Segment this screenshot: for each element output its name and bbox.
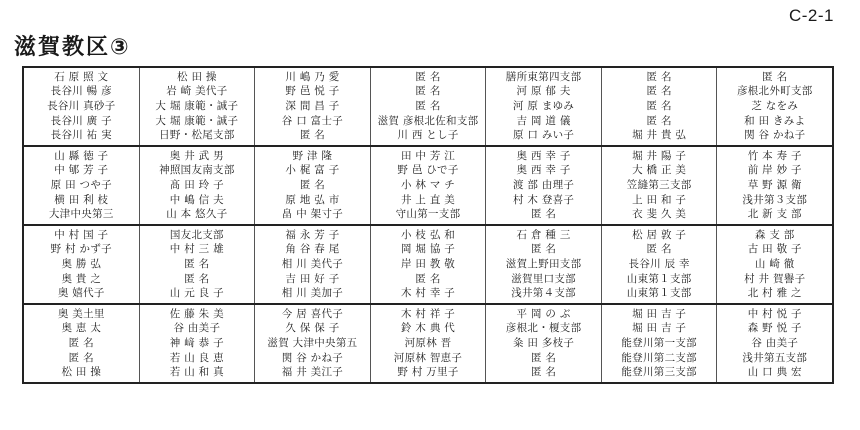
name-entry: 奥 西 幸 子 xyxy=(516,149,571,162)
name-entry: 松 田 操 xyxy=(177,70,217,83)
name-entry: 山東第１支部 xyxy=(626,272,692,285)
name-entry: 野 邑 悦 子 xyxy=(285,85,340,98)
name-entry: 小 梶 富 子 xyxy=(285,164,340,177)
name-entry: 彦根北外町支部 xyxy=(736,85,813,98)
name-entry: 髙 田 玲 子 xyxy=(169,178,224,191)
name-entry: 福 井 美江子 xyxy=(281,366,344,379)
name-entry: 神 﨑 恭 子 xyxy=(169,336,224,349)
name-entry: 能登川第二支部 xyxy=(621,351,697,364)
name-entry: 吉 田 好 子 xyxy=(285,272,340,285)
name-entry: 野 津 隆 xyxy=(292,149,333,162)
name-entry: 田 中 芳 江 xyxy=(400,149,456,162)
name-entry: 原 口 みい子 xyxy=(512,129,575,142)
table-column xyxy=(370,305,486,382)
name-entry: 相 川 美加子 xyxy=(281,287,344,300)
name-entry: 北 新 支 部 xyxy=(747,208,802,221)
name-entry: 匿 名 xyxy=(415,272,441,285)
name-entry: 匿 名 xyxy=(530,351,557,364)
name-entry: 岡 堀 協 子 xyxy=(400,243,456,256)
name-entry: 浅井第五支部 xyxy=(742,351,808,364)
name-entry: 北 村 雅 之 xyxy=(747,287,802,300)
name-entry: 竹 本 寿 子 xyxy=(747,149,802,162)
table-section xyxy=(24,68,832,145)
name-entry: 彦根北・榎支部 xyxy=(505,322,582,335)
table-column xyxy=(24,147,139,224)
name-entry: 浅井第３支部 xyxy=(742,193,808,206)
name-entry: 長谷川 廣 子 xyxy=(50,114,112,127)
name-entry: 古 田 敬 子 xyxy=(747,243,802,256)
table-column xyxy=(716,226,832,303)
name-entry: 奥 貴 之 xyxy=(61,272,102,285)
table-column xyxy=(254,305,370,382)
name-entry: 中 郇 芳 子 xyxy=(54,164,109,177)
name-entry: 匿 名 xyxy=(415,99,441,112)
name-entry: 匿 名 xyxy=(68,336,94,349)
name-entry: 神照国友南支部 xyxy=(159,164,235,177)
name-entry: 前 岸 妙 子 xyxy=(747,164,802,177)
name-entry: 長谷川 暢 彦 xyxy=(50,85,112,98)
name-entry: 木 村 幸 子 xyxy=(400,287,456,300)
table-column xyxy=(485,226,601,303)
name-entry: 河 原 郁 夫 xyxy=(516,85,571,98)
name-entry: 岩 崎 美代子 xyxy=(166,85,228,98)
name-entry: 匿 名 xyxy=(299,129,326,142)
name-entry: 匿 名 xyxy=(530,243,557,256)
name-entry: 畠 中 架寸子 xyxy=(281,208,344,221)
name-entry: 大 堀 康範・誠子 xyxy=(155,99,239,112)
table-column xyxy=(716,68,832,145)
name-entry: 関 谷 かね子 xyxy=(281,351,344,364)
name-entry: 谷 口 富士子 xyxy=(281,114,344,127)
name-entry: 河原林 智恵子 xyxy=(393,351,463,364)
name-entry: 奥 恵 太 xyxy=(61,322,102,335)
name-entry: 匿 名 xyxy=(530,366,557,379)
name-entry: 粂 田 多枝子 xyxy=(512,336,575,349)
table-column xyxy=(485,305,601,382)
name-entry: 松 居 敦 子 xyxy=(632,228,687,241)
name-entry: 松 田 操 xyxy=(61,366,102,379)
name-entry: 匿 名 xyxy=(762,70,788,83)
table-column xyxy=(139,226,255,303)
name-entry: 河 原 まゆみ xyxy=(512,99,575,112)
donor-name-table xyxy=(22,66,834,384)
table-column xyxy=(139,305,255,382)
name-entry: 谷 由美子 xyxy=(173,322,221,335)
name-entry: 角 谷 春 尾 xyxy=(285,243,340,256)
name-entry: 匿 名 xyxy=(415,70,441,83)
name-entry: 上 田 和 子 xyxy=(632,193,687,206)
name-entry: 滋賀上野田支部 xyxy=(505,257,582,270)
name-entry: 川 西 とし子 xyxy=(397,129,459,142)
name-entry: 奥 勝 弘 xyxy=(61,257,102,270)
name-entry: 山 縣 徳 子 xyxy=(54,149,109,162)
name-entry: 匿 名 xyxy=(184,272,210,285)
name-entry: 匿 名 xyxy=(646,243,672,256)
name-entry: 石 原 照 文 xyxy=(54,70,109,83)
name-entry: 相 川 美代子 xyxy=(281,257,344,270)
name-entry: 笠縫第三支部 xyxy=(626,178,692,191)
table-column xyxy=(254,147,370,224)
name-entry: 小 林 マ チ xyxy=(400,178,456,191)
table-column xyxy=(24,226,139,303)
name-entry: 村 木 登喜子 xyxy=(512,193,575,206)
table-column xyxy=(370,147,486,224)
name-entry: 深 間 昌 子 xyxy=(285,99,340,112)
name-entry: 村 井 賀譽子 xyxy=(744,272,806,285)
name-entry: 野 村 かず子 xyxy=(50,243,112,256)
name-entry: 長谷川 祐 実 xyxy=(50,129,112,142)
name-entry: 匿 名 xyxy=(415,85,441,98)
name-entry: 衣 斐 久 美 xyxy=(632,208,687,221)
name-entry: 膳所東第四支部 xyxy=(505,70,582,83)
name-entry: 原 田 つや子 xyxy=(50,178,112,191)
name-entry: 若 山 和 真 xyxy=(169,366,224,379)
name-entry: 平 岡 の ぶ xyxy=(516,307,571,320)
name-entry: 奥 嬉代子 xyxy=(57,287,105,300)
table-section xyxy=(24,303,832,382)
name-entry: 山 口 典 宏 xyxy=(747,366,802,379)
name-entry: 匿 名 xyxy=(646,70,672,83)
name-entry: 木 村 祥 子 xyxy=(400,307,456,320)
name-entry: 滋賀 大津中央第五 xyxy=(267,336,358,349)
name-entry: 長谷川 真砂子 xyxy=(47,99,116,112)
table-column xyxy=(370,226,486,303)
name-entry: 中 村 悦 子 xyxy=(747,307,802,320)
name-entry: 関 谷 かね子 xyxy=(744,129,806,142)
page-code: C-2-1 xyxy=(788,6,834,25)
table-column xyxy=(485,147,601,224)
name-entry: 森 支 部 xyxy=(754,228,795,241)
name-entry: 小 枝 弘 和 xyxy=(400,228,456,241)
name-entry: 守山第一支部 xyxy=(395,208,461,221)
name-entry: 匿 名 xyxy=(530,208,557,221)
table-column xyxy=(139,68,255,145)
table-column xyxy=(139,147,255,224)
name-entry: 山 崎 徹 xyxy=(754,257,795,270)
name-entry: 奥 井 武 男 xyxy=(169,149,224,162)
name-entry: 今 居 喜代子 xyxy=(281,307,344,320)
name-entry: 河原林 晋 xyxy=(404,336,452,349)
name-entry: 奥 美土里 xyxy=(57,307,105,320)
name-entry: 和 田 きみよ xyxy=(744,114,806,127)
name-entry: 石 倉 種 三 xyxy=(516,228,571,241)
name-entry: 中 村 三 雄 xyxy=(169,243,224,256)
table-column xyxy=(24,305,139,382)
name-entry: 山 本 悠久子 xyxy=(166,208,228,221)
name-entry: 大津中央第三 xyxy=(48,208,114,221)
name-entry: 匿 名 xyxy=(184,257,210,270)
name-entry: 若 山 良 恵 xyxy=(169,351,224,364)
table-column xyxy=(601,305,717,382)
table-column xyxy=(716,305,832,382)
name-entry: 佐 藤 朱 美 xyxy=(169,307,224,320)
name-entry: 井 上 直 美 xyxy=(400,193,456,206)
name-entry: 堀 田 吉 子 xyxy=(632,322,687,335)
name-entry: 国友北支部 xyxy=(169,228,224,241)
name-entry: 原 地 弘 市 xyxy=(285,193,340,206)
name-entry: 中 村 国 子 xyxy=(54,228,109,241)
name-entry: 能登川第一支部 xyxy=(621,336,697,349)
name-entry: 谷 由美子 xyxy=(751,336,799,349)
name-entry: 中 嶋 信 夫 xyxy=(169,193,224,206)
table-column xyxy=(370,68,486,145)
name-entry: 横 田 利 枝 xyxy=(54,193,109,206)
name-entry: 浅井第４支部 xyxy=(511,287,576,300)
name-entry: 長谷川 辰 幸 xyxy=(628,257,690,270)
name-entry: 堀 田 吉 子 xyxy=(632,307,687,320)
name-entry: 川 嶋 乃 愛 xyxy=(285,70,340,83)
name-entry: 久 保 保 子 xyxy=(285,322,340,335)
name-entry: 草 野 源 衛 xyxy=(747,178,802,191)
name-entry: 日野・松尾支部 xyxy=(159,129,235,142)
name-entry: 芝 なをみ xyxy=(751,99,799,112)
table-column xyxy=(601,68,717,145)
name-entry: 山 元 良 子 xyxy=(169,287,224,300)
name-entry: 岸 田 教 敬 xyxy=(400,257,456,270)
name-entry: 森 野 悦 子 xyxy=(747,322,802,335)
table-section xyxy=(24,145,832,224)
name-entry: 堀 井 貴 弘 xyxy=(632,129,687,142)
table-column xyxy=(601,226,717,303)
name-entry: 大 堀 康範・誠子 xyxy=(155,114,239,127)
table-column xyxy=(485,68,601,145)
table-column xyxy=(254,226,370,303)
name-entry: 堀 井 陽 子 xyxy=(632,149,687,162)
name-entry: 匿 名 xyxy=(68,351,94,364)
table-column xyxy=(716,147,832,224)
table-column xyxy=(601,147,717,224)
table-section xyxy=(24,224,832,303)
name-entry: 奥 西 幸 子 xyxy=(516,164,571,177)
name-entry: 匿 名 xyxy=(299,178,326,191)
name-entry: 滋賀里口支部 xyxy=(511,272,576,285)
name-entry: 鈴 木 典 代 xyxy=(400,322,456,335)
section-title: 滋賀教区③ xyxy=(14,35,131,60)
name-entry: 大 橋 正 美 xyxy=(632,164,687,177)
name-entry: 福 永 芳 子 xyxy=(285,228,340,241)
name-entry: 匿 名 xyxy=(646,85,672,98)
name-entry: 滋賀 彦根北佐和支部 xyxy=(377,114,479,127)
name-entry: 山東第１支部 xyxy=(626,287,692,300)
name-entry: 野 村 万里子 xyxy=(397,366,459,379)
name-entry: 吉 岡 道 儀 xyxy=(516,114,571,127)
name-entry: 匿 名 xyxy=(646,99,672,112)
table-column xyxy=(254,68,370,145)
name-entry: 野 邑 ひで子 xyxy=(397,164,459,177)
name-entry: 匿 名 xyxy=(646,114,672,127)
name-entry: 渡 部 由理子 xyxy=(512,178,575,191)
table-column xyxy=(24,68,139,145)
name-entry: 能登川第三支部 xyxy=(621,366,697,379)
